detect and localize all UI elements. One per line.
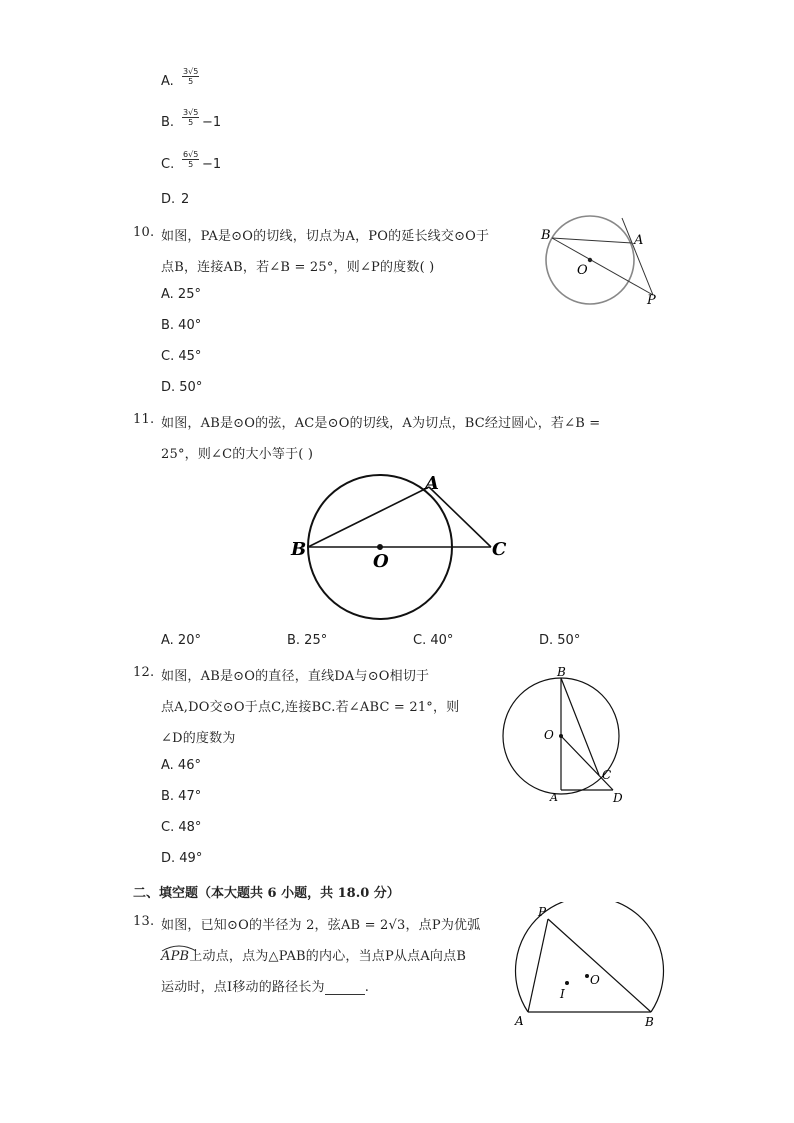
label-c: C [492, 539, 507, 560]
label-c: C [602, 768, 612, 782]
option-a-fraction: $\frac{3√5}{5}$ [183, 67, 199, 86]
line-bc [561, 678, 599, 775]
figure-q13 [510, 902, 670, 1032]
figure-q12 [495, 662, 640, 807]
answer-blank[interactable] [325, 982, 365, 995]
label-a: A [425, 473, 439, 494]
question-number: 12. [133, 665, 155, 680]
label-a: A [515, 1014, 524, 1028]
question-number: 10. [133, 225, 155, 240]
option-b-tail: −1 [202, 115, 222, 130]
arc-apb: APB [161, 949, 189, 964]
label-b: B [645, 1015, 654, 1029]
label-i: I [560, 987, 565, 1001]
option-d-letter: D. [161, 192, 176, 207]
label-o: O [590, 973, 600, 987]
label-a: A [550, 791, 558, 804]
point-o [377, 544, 383, 550]
option-b: B. 40° [161, 318, 202, 333]
label-d: D [613, 791, 623, 805]
option-d: D. 50° [539, 633, 581, 648]
line-ba [552, 238, 632, 243]
question-number: 13. [133, 914, 155, 929]
question-text-line2: APB上动点，点为△PAB的内心，当点P从点A向点B [161, 945, 466, 964]
option-d: D. 49° [161, 851, 203, 866]
option-b: B. 47° [161, 789, 202, 804]
line-ab [308, 487, 429, 547]
figure-q10 [535, 210, 665, 310]
option-d: D. 50° [161, 380, 203, 395]
question-number: 11. [133, 412, 155, 427]
point-i [565, 981, 569, 985]
question-text-line1: 如图，PA是⊙O的切线，切点为A，PO的延长线交⊙O于 [161, 229, 490, 244]
option-a-letter: A. [161, 74, 174, 89]
label-b: B [541, 228, 551, 243]
section-title: 二、填空题（本大题共 6 小题，共 18.0 分） [133, 886, 400, 901]
question-text-line2: 点B，连接AB，若∠B = 25°，则∠P的度数( ) [161, 260, 435, 275]
figure-q11 [285, 470, 515, 625]
label-o: O [544, 728, 554, 742]
line-ap [528, 919, 548, 1012]
label-p: P [647, 293, 656, 308]
point-o [559, 734, 563, 738]
option-c-fraction: $\frac{6√5}{5}$ [183, 150, 199, 169]
option-b: B. 25° [287, 633, 328, 648]
label-p: P [538, 905, 547, 919]
arc-mark [161, 944, 197, 952]
option-b-fraction: $\frac{3√5}{5}$ [183, 108, 199, 127]
option-c: C. 48° [161, 820, 202, 835]
option-c: C. 45° [161, 349, 202, 364]
question-text-line2: 25°，则∠C的大小等于( ) [161, 447, 314, 462]
option-c-letter: C. [161, 157, 175, 172]
question-text-line1: 如图，AB是⊙O的弦，AC是⊙O的切线，A为切点，BC经过圆心，若∠B = [161, 416, 601, 431]
option-a: A. 20° [161, 633, 201, 648]
option-a: A. 46° [161, 758, 201, 773]
label-a: A [634, 233, 644, 248]
point-o [585, 974, 589, 978]
point-o [588, 258, 592, 262]
option-a: A. 25° [161, 287, 201, 302]
label-o: O [577, 263, 588, 278]
option-b-letter: B. [161, 115, 175, 130]
question-text-line3: 运动时，点I移动的路径长为 . [161, 980, 370, 995]
question-text-line1: 如图，AB是⊙O的直径，直线DA与⊙O相切于 [161, 669, 430, 684]
label-b: B [291, 539, 307, 560]
label-o: O [373, 551, 389, 572]
question-text-line2: 点A,DO交⊙O于点C,连接BC.若∠ABC = 21°，则 [161, 700, 460, 715]
option-c: C. 40° [413, 633, 454, 648]
label-b: B [557, 665, 566, 679]
option-c-tail: −1 [202, 157, 222, 172]
option-d-text: 2 [181, 192, 190, 207]
question-text-line3: ∠D的度数为 [161, 731, 236, 746]
question-text-line1: 如图，已知⊙O的半径为 2，弦AB = 2√3，点P为优弧 [161, 918, 481, 933]
line-ac [429, 487, 491, 547]
